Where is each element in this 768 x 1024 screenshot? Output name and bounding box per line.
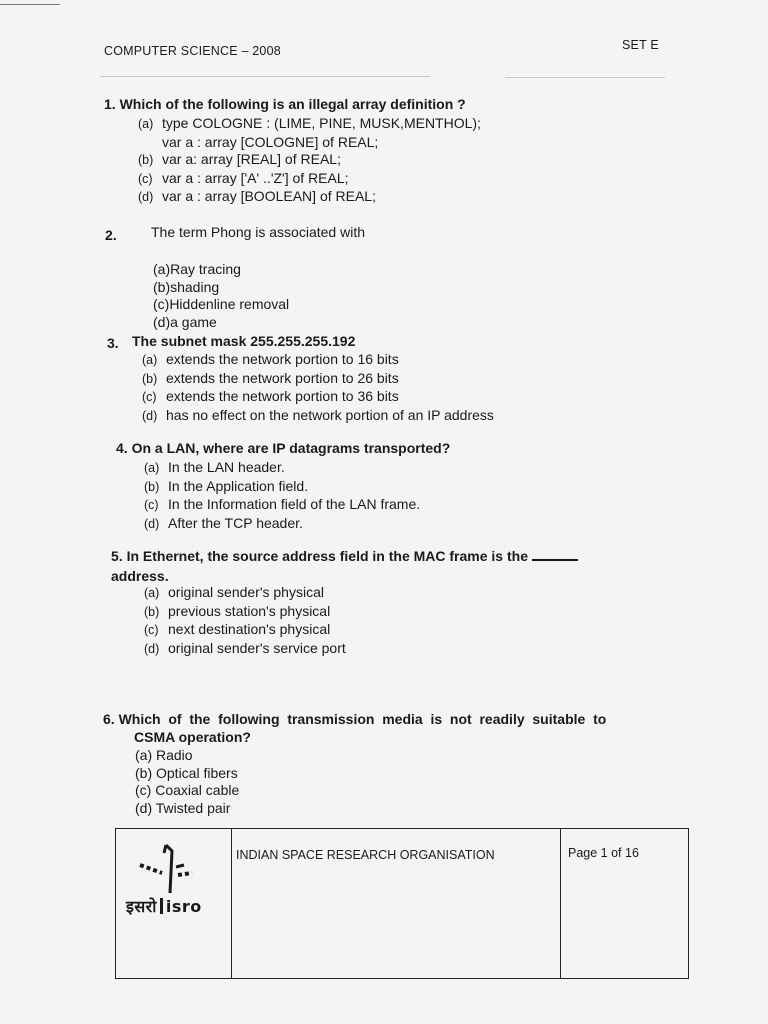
divider	[560, 829, 561, 978]
isro-logo	[126, 843, 226, 916]
question-1-text: 1. Which of the following is an illegal array definition ?	[104, 96, 466, 112]
question-4-options	[144, 459, 420, 533]
option-item: (a) type COLOGNE : (LIME, PINE, MUSK,MENTHOL);	[138, 115, 481, 131]
divider	[100, 76, 430, 77]
question-5-text-cont: address.	[111, 568, 169, 584]
answer-blank	[532, 547, 578, 561]
option-item: (d) Twisted pair	[135, 799, 231, 816]
option-item: var a : array [COLOGNE] of REAL;	[162, 133, 379, 150]
option-item: (b) Optical fibers	[135, 764, 238, 781]
question-5-options	[144, 584, 346, 658]
footer-box	[115, 828, 689, 979]
option-item: (b) var a: array [REAL] of REAL;	[138, 151, 341, 167]
option-item: (c) var a : array ['A' ..'Z'] of REAL;	[138, 169, 349, 186]
option-item: (b)shading	[153, 278, 220, 295]
option-item: (a) In the LAN header.	[144, 459, 285, 475]
question-3-options	[142, 351, 494, 425]
option-item: (a)Ray tracing	[153, 261, 241, 277]
question-1-options	[138, 115, 481, 207]
option-item: (b) previous station's physical	[144, 602, 331, 619]
document-title: COMPUTER SCIENCE – 2008	[104, 44, 281, 58]
question-6-text: 6. Which of the following transmission media is not readily suitable to	[103, 711, 607, 727]
option-item: (d) has no effect on the network portion of an IP address	[142, 406, 494, 423]
page-number: Page 1 of 16	[568, 846, 639, 860]
question-2-options	[153, 261, 289, 331]
question-6-options	[135, 747, 239, 817]
question-6-text-cont: CSMA operation?	[134, 729, 251, 745]
option-item: (b) extends the network portion to 26 bits	[142, 369, 399, 386]
organisation-name: INDIAN SPACE RESEARCH ORGANISATION	[236, 848, 495, 862]
option-item: (d) After the TCP header.	[144, 514, 303, 531]
set-label: SET E	[622, 38, 659, 52]
option-item: (a) extends the network portion to 16 bits	[142, 351, 399, 367]
option-item: (c) Coaxial cable	[135, 782, 240, 798]
option-item: (d) var a : array [BOOLEAN] of REAL;	[138, 188, 376, 204]
question-5-text: 5. In Ethernet, the source address field in the MAC frame is the	[111, 547, 578, 564]
option-item: (b) In the Application field.	[144, 477, 309, 494]
divider	[505, 77, 665, 78]
option-item: (a) Radio	[135, 747, 193, 763]
question-4-text: 4. On a LAN, where are IP datagrams transported?	[116, 440, 451, 456]
question-2-number: 2.	[105, 227, 117, 243]
option-item: (c) extends the network portion to 36 bits	[142, 388, 399, 404]
divider	[0, 4, 60, 5]
option-item: (d) original sender's service port	[144, 639, 346, 656]
divider	[231, 829, 232, 978]
question-3-text: The subnet mask 255.255.255.192	[132, 333, 356, 349]
option-item: (c)Hiddenline removal	[153, 296, 290, 312]
option-item: (c) In the Information field of the LAN frame.	[144, 496, 421, 512]
question-2-text: The term Phong is associated with	[151, 224, 365, 240]
option-item: (d)a game	[153, 313, 217, 330]
option-item: (a) original sender's physical	[144, 584, 324, 600]
option-item: (c) next destination's physical	[144, 621, 331, 637]
question-3-number: 3.	[107, 335, 119, 351]
isro-wordmark: इसरो isro	[126, 897, 202, 916]
